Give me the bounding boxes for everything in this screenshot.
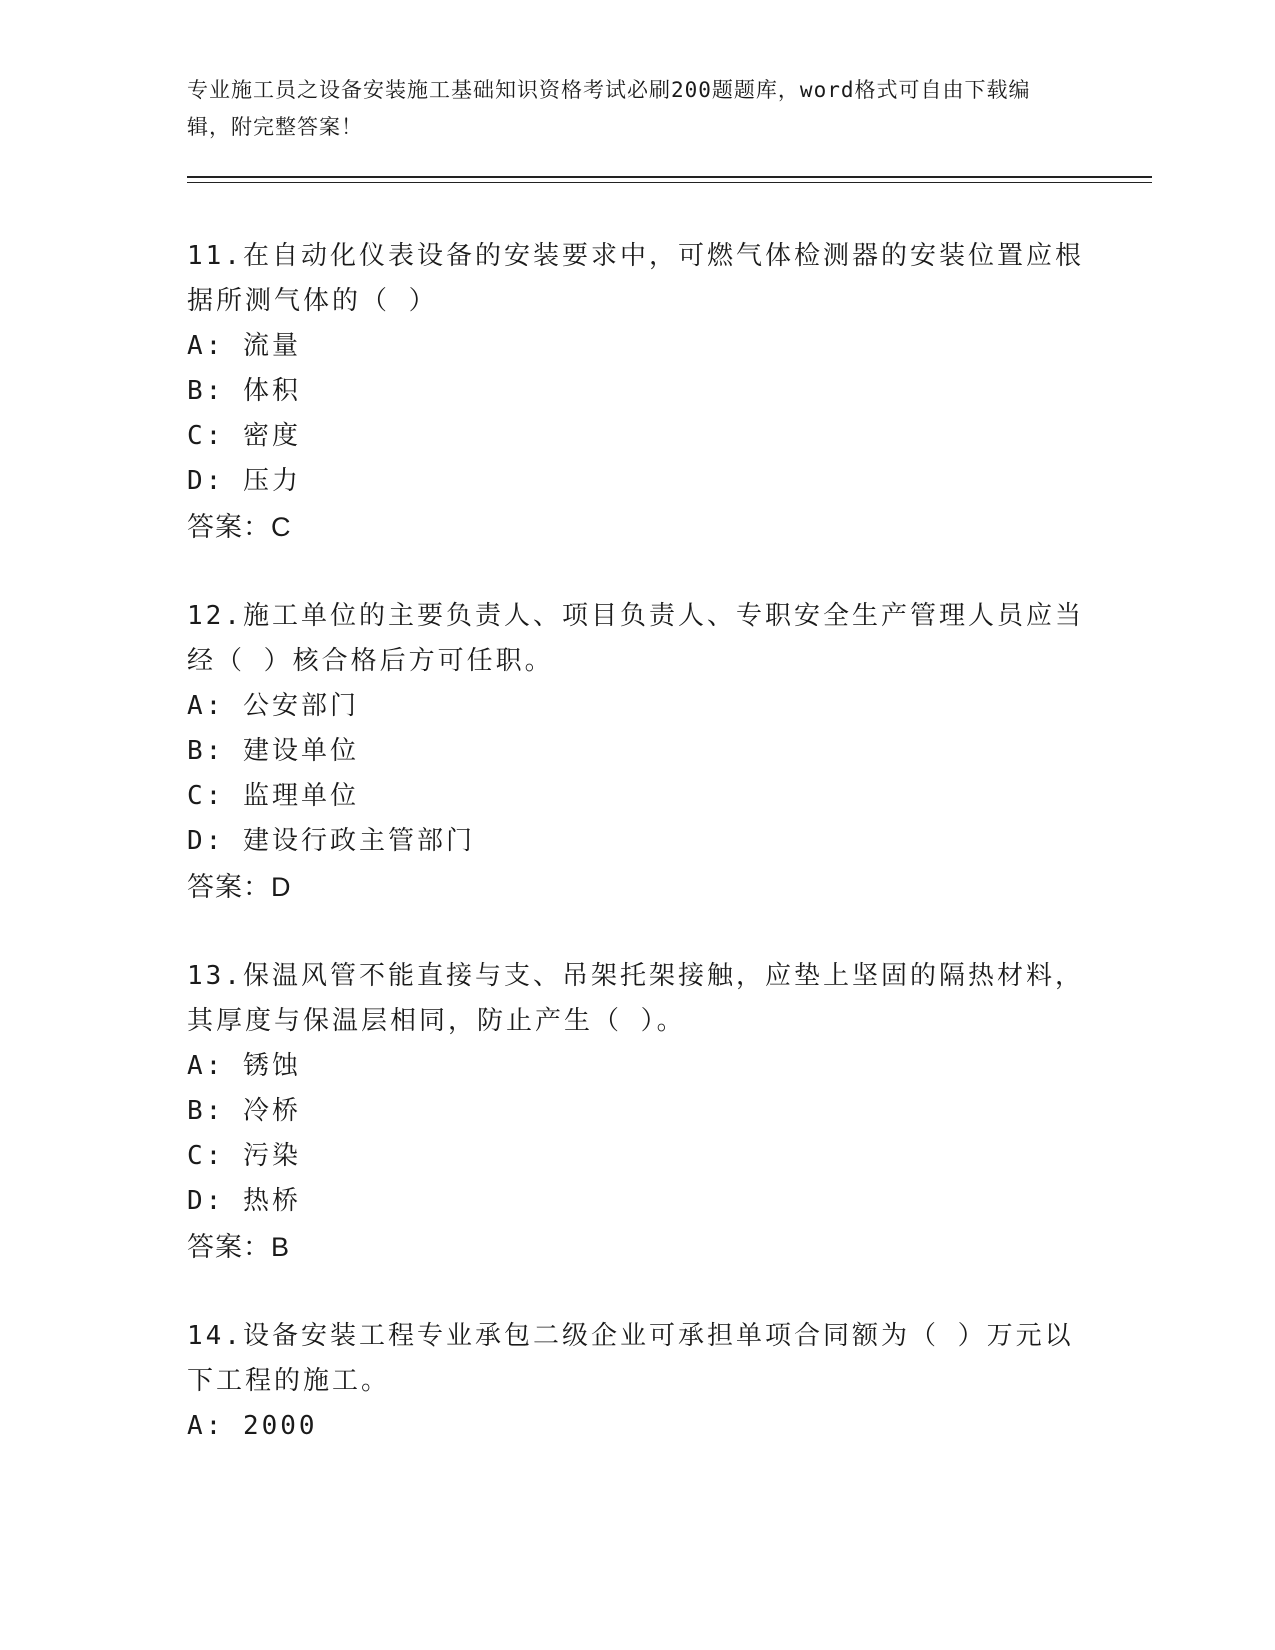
- option-b: B: 冷桥: [187, 1096, 301, 1126]
- option-d: D: 热桥: [187, 1186, 301, 1216]
- question-stem: 11.在自动化仪表设备的安装要求中，可燃气体检测器的安装位置应根据所测气体的（ ）: [187, 241, 1084, 316]
- document-header: 专业施工员之设备安装施工基础知识资格考试必刷200题题库，word格式可自由下载编辑，附完整答案！: [187, 78, 1031, 139]
- question-stem: 13.保温风管不能直接与支、吊架托架接触，应垫上坚固的隔热材料，其厚度与保温层相同，防止产生（ ）。: [187, 961, 1084, 1036]
- answer-line: 答案：B: [187, 1232, 291, 1262]
- option-d: D: 建设行政主管部门: [187, 826, 475, 856]
- option-a: A: 公安部门: [187, 691, 359, 721]
- option-c: C: 监理单位: [187, 781, 359, 811]
- option-a: A: 流量: [187, 331, 301, 361]
- option-a: A: 2000: [187, 1411, 318, 1441]
- question-13: [187, 954, 1087, 1270]
- question-11: [187, 234, 1087, 550]
- option-c: C: 污染: [187, 1141, 301, 1171]
- option-b: B: 建设单位: [187, 736, 359, 766]
- question-stem: 14.设备安装工程专业承包二级企业可承担单项合同额为（ ）万元以下工程的施工。: [187, 1321, 1074, 1396]
- answer-line: 答案：D: [187, 872, 292, 902]
- option-c: C: 密度: [187, 421, 301, 451]
- header-divider-thin: [187, 182, 1152, 183]
- question-12: [187, 594, 1087, 910]
- question-list: [187, 234, 1087, 1493]
- option-b: B: 体积: [187, 376, 301, 406]
- question-stem: 12.施工单位的主要负责人、项目负责人、专职安全生产管理人员应当经（ ）核合格后方可任职。: [187, 601, 1084, 676]
- option-a: A: 锈蚀: [187, 1051, 301, 1081]
- header-divider-thick: [187, 176, 1152, 178]
- answer-line: 答案：C: [187, 512, 292, 542]
- option-d: D: 压力: [187, 466, 301, 496]
- question-14: [187, 1314, 1087, 1449]
